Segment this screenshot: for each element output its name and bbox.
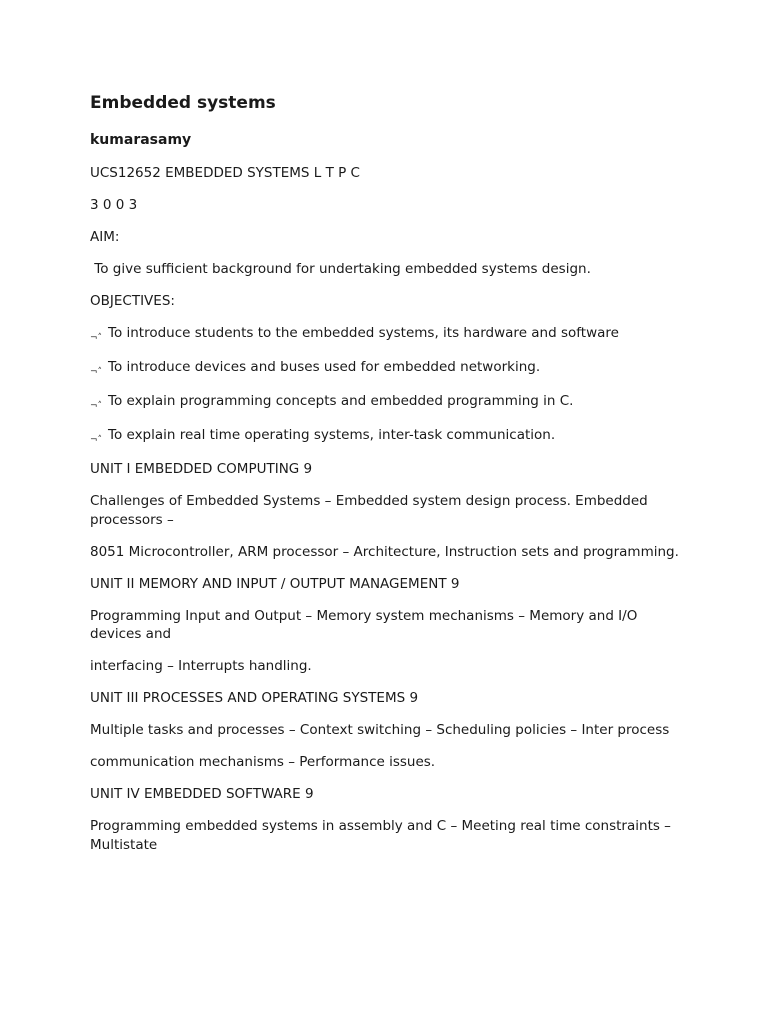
objective-item [90, 426, 680, 447]
course-code: UCS12652 EMBEDDED SYSTEMS L T P C [90, 165, 360, 181]
objective-item [90, 324, 680, 345]
course-credits: 3 0 0 3 [90, 197, 138, 213]
aim-label: AIM: [90, 229, 120, 245]
objective-item [90, 358, 680, 379]
objective-text: To explain real time operating systems, inter-task communication. [108, 427, 556, 443]
objective-item [90, 392, 680, 413]
objective-text: To introduce devices and buses used for embedded networking. [108, 359, 541, 375]
bullet-glyph-icon: ¬˄ [90, 367, 103, 377]
unit-paragraph: Programming embedded systems in assembly and C – Meeting real time constraints – Multistate [90, 818, 671, 853]
unit-paragraph: Programming Input and Output – Memory system mechanisms – Memory and I/O devices and [90, 607, 638, 642]
objective-text: To explain programming concepts and embedded programming in C. [108, 393, 574, 409]
unit-paragraph: Challenges of Embedded Systems – Embedded system design process. Embedded processors – [90, 493, 648, 528]
document-author: kumarasamy [90, 132, 192, 148]
objective-text: To introduce students to the embedded systems, its hardware and software [108, 325, 619, 341]
unit-heading: UNIT I EMBEDDED COMPUTING 9 [90, 461, 313, 477]
unit-heading: UNIT III PROCESSES AND OPERATING SYSTEMS 9 [90, 690, 419, 706]
unit-paragraph: communication mechanisms – Performance issues. [90, 754, 436, 770]
unit-heading: UNIT IV EMBEDDED SOFTWARE 9 [90, 786, 314, 802]
aim-text: To give sufficient background for undertaking embedded systems design. [90, 261, 591, 277]
bullet-glyph-icon: ¬˄ [90, 435, 103, 445]
objectives-label: OBJECTIVES: [90, 293, 175, 309]
unit-paragraph: Multiple tasks and processes – Context switching – Scheduling policies – Inter process [90, 722, 670, 738]
document-title: Embedded systems [90, 93, 276, 113]
bullet-glyph-icon: ¬˄ [90, 333, 103, 343]
unit-paragraph: 8051 Microcontroller, ARM processor – Architecture, Instruction sets and programming. [90, 543, 679, 560]
unit-paragraph: interfacing – Interrupts handling. [90, 658, 312, 674]
unit-heading: UNIT II MEMORY AND INPUT / OUTPUT MANAGEMENT 9 [90, 575, 460, 592]
bullet-glyph-icon: ¬˄ [90, 401, 103, 411]
